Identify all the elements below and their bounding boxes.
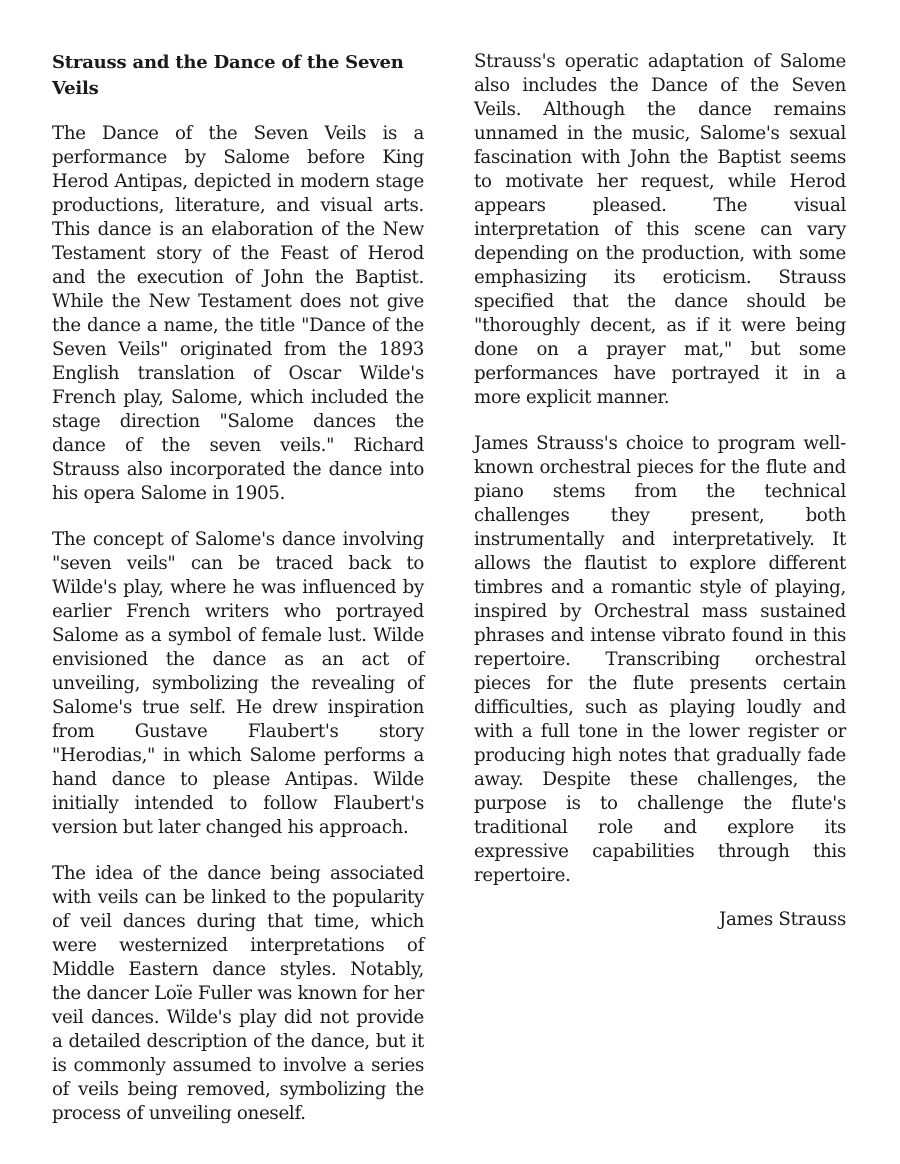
paragraph-dance-intro: The Dance of the Seven Veils is a performance by Salome before King Herod Antipas, depicted in modern stage productions, literature, and visual arts. This dance is an elaboration of the New Testament story of the Feast of Herod and the execution of John the Baptist. While the New Testament does not give the dance a name, the title "Dance of the Seven Veils" originated from the 1893 English translation of Oscar Wilde's French play, Salome, which included the stage direction "Salome dances the dance of the seven veils." Richard Strauss also incorporated the dance into his opera Salome in 1905. — [52, 123, 424, 504]
right-column — [474, 50, 846, 932]
paragraph-seven-veils-origin: The concept of Salome's dance involving "seven veils" can be traced back to Wilde's play, where he was influenced by earlier French writers who portrayed Salome as a symbol of female lust. Wilde envisioned the dance as an act of unveiling, symbolizing the revealing of Salome's true self. He drew inspiration from Gustave Flaubert's story "Herodias," in which Salome performs a hand dance to please Antipas. Wilde initially intended to follow Flaubert's version but later changed his approach. — [52, 529, 424, 838]
paragraph-strauss-opera: Strauss's operatic adaptation of Salome also includes the Dance of the Seven Veils. Although the dance remains unnamed in the music, Salome's sexual fascination with John the Baptist seems to motivate her request, while Herod appears pleased. The visual interpretation of this scene can vary depending on the production, with some emphasizing its eroticism. Strauss specified that the dance should be "thoroughly decent, as if it were being done on a prayer mat," but some performances have portrayed it in a more explicit manner. — [474, 51, 846, 408]
article-title: Strauss and the Dance of the Seven Veils — [52, 52, 404, 99]
left-column — [52, 50, 424, 1148]
paragraph-flute-program: James Strauss's choice to program well-known orchestral pieces for the flute and piano stems from the technical challenges they present, both instrumentally and interpretatively. It allows the flautist to explore different timbres and a romantic style of playing, inspired by Orchestral mass sustained phrases and intense vibrato found in this repertoire. Transcribing orchestral pieces for the flute presents certain difficulties, such as playing loudly and with a full tone in the lower register or producing high notes that gradually fade away. Despite these challenges, the purpose is to challenge the flute's traditional role and explore its expressive capabilities through this repertoire. — [474, 433, 846, 886]
paragraph-veil-dances: The idea of the dance being associated with veils can be linked to the popularity of veil dances during that time, which were westernized interpretations of Middle Eastern dance styles. Notably, the dancer Loïe Fuller was known for her veil dances. Wilde's play did not provide a detailed description of the dance, but it is commonly assumed to involve a series of veils being removed, symbolizing the process of unveiling oneself. — [52, 863, 424, 1124]
author-signature: James Strauss — [718, 909, 846, 930]
